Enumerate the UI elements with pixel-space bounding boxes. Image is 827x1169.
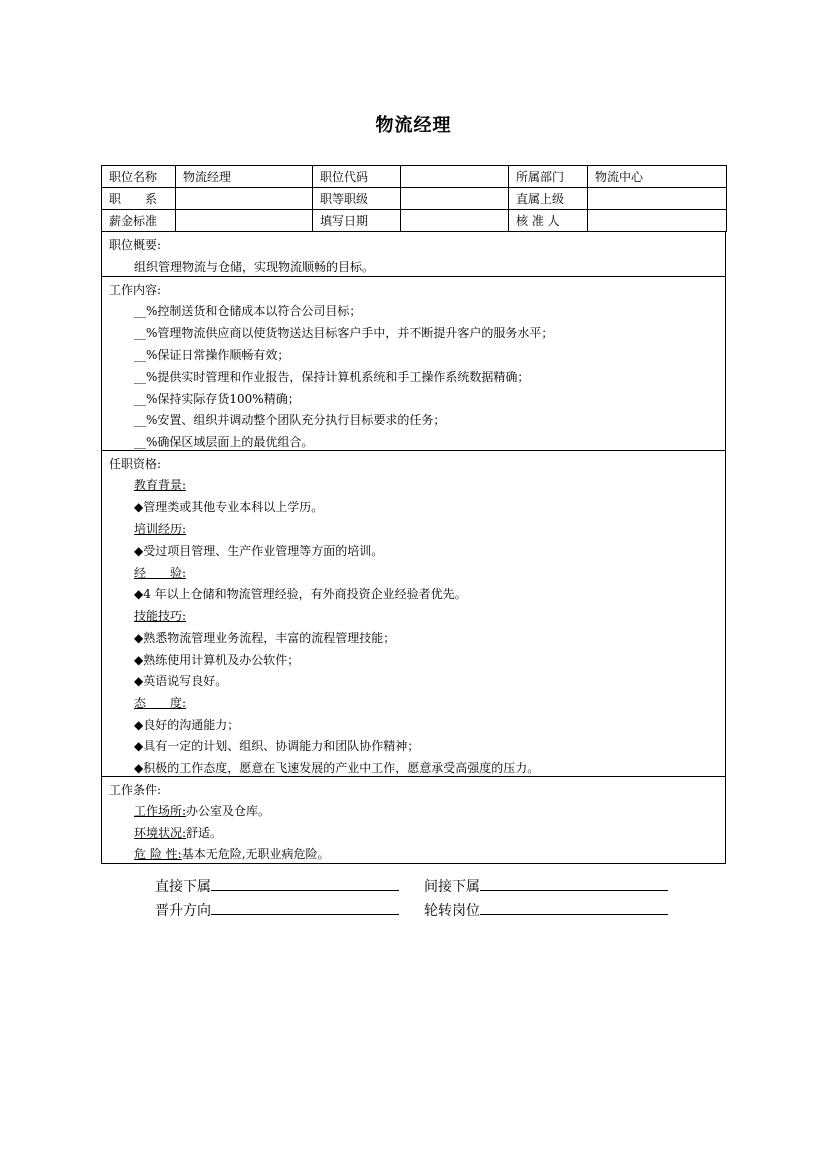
training-text: ◆受过项目管理、生产作业管理等方面的培训。 (134, 544, 384, 558)
duty-item: __%管理物流供应商以使货物送达目标客户手中，并不断提升客户的服务水平； (134, 326, 554, 340)
value-fill-date (401, 210, 509, 232)
value-direct-supervisor (588, 188, 727, 210)
rotation-line (424, 899, 668, 920)
duty-item: __%提供实时管理和作业报告，保持计算机系统和手工操作系统数据精确； (134, 370, 530, 384)
label-department: 所属部门 (509, 166, 588, 188)
conditions-title: 工作条件: (109, 783, 162, 797)
environment-line (134, 824, 222, 841)
skill-item: ◆英语说写良好。 (134, 674, 228, 688)
label-fill-date: 填写日期 (313, 210, 401, 232)
environment-label: 环境状况: (134, 826, 187, 840)
value-position-name: 物流经理 (176, 166, 313, 188)
duty-item: __%保证日常操作顺畅有效； (134, 348, 290, 362)
attitude-item: ◆良好的沟通能力； (134, 718, 240, 732)
indirect-reports-blank (480, 875, 668, 891)
summary-title: 职位概要: (109, 238, 162, 252)
value-position-code (401, 166, 509, 188)
training-label: 培训经历: (134, 522, 187, 536)
summary-text: 组织管理物流与仓储，实现物流顺畅的目标。 (134, 260, 375, 274)
label-grade-level: 职等职级 (313, 188, 401, 210)
value-job-family (176, 188, 313, 210)
qualifications-section (101, 451, 726, 777)
attitude-label: 态 度: (134, 696, 187, 710)
duty-item: __%保持实际存货100%精确； (134, 392, 300, 406)
workplace-value: 办公室及仓库。 (186, 804, 271, 818)
direct-reports-blank (211, 875, 399, 891)
skill-item: ◆熟练使用计算机及办公软件； (134, 653, 300, 667)
value-department: 物流中心 (588, 166, 727, 188)
attitude-item: ◆积极的工作态度，愿意在飞速发展的产业中工作，愿意承受高强度的压力。 (134, 761, 540, 775)
experience-label: 经 验: (134, 566, 187, 580)
duties-section (101, 277, 726, 451)
label-position-name: 职位名称 (102, 166, 176, 188)
experience-text: ◆4 年以上仓储和物流管理经验，有外商投资企业经验者优先。 (134, 587, 467, 601)
skills-label: 技能技巧: (134, 609, 187, 623)
duty-item: __%确保区域层面上的最优组合。 (134, 435, 314, 449)
attitude-item: ◆具有一定的计划、组织、协调能力和团队协作精神； (134, 739, 420, 753)
label-salary-standard: 薪金标准 (102, 210, 176, 232)
table-row (102, 188, 727, 210)
table-row (102, 210, 727, 232)
promotion-blank (211, 899, 399, 915)
value-approver (588, 210, 727, 232)
conditions-section (101, 777, 726, 864)
promotion-line (155, 899, 399, 920)
summary-section (101, 232, 726, 277)
label-job-family: 职 系 (102, 188, 176, 210)
rotation-label: 轮转岗位 (424, 903, 480, 919)
page-title: 物流经理 (375, 115, 452, 136)
indirect-reports-label: 间接下属 (424, 879, 480, 895)
label-position-code: 职位代码 (313, 166, 401, 188)
duty-item: __%控制送货和仓储成本以符合公司目标； (134, 304, 362, 318)
risk-line (134, 845, 330, 862)
duty-item: __%安置、组织并调动整个团队充分执行目标要求的任务； (134, 413, 446, 427)
promotion-label: 晋升方向 (155, 903, 211, 919)
indirect-reports-line (424, 875, 668, 896)
qualifications-title: 任职资格: (109, 457, 162, 471)
table-row (102, 166, 727, 188)
environment-value: 舒适。 (186, 826, 223, 840)
label-direct-supervisor: 直属上级 (509, 188, 588, 210)
workplace-label: 工作场所: (134, 804, 187, 818)
risk-value: 基本无危险,无职业病危险。 (181, 847, 330, 861)
duties-title: 工作内容: (109, 283, 162, 297)
risk-label: 危 险 性: (134, 847, 182, 861)
education-label: 教育背景: (134, 478, 187, 492)
workplace-line (134, 802, 270, 819)
rotation-blank (480, 899, 668, 915)
direct-reports-label: 直接下属 (155, 879, 211, 895)
education-text: ◆管理类或其他专业本科以上学历。 (134, 500, 324, 514)
job-info-table (101, 165, 727, 232)
direct-reports-line (155, 875, 399, 896)
label-approver: 核 准 人 (509, 210, 588, 232)
value-grade-level (401, 188, 509, 210)
skill-item: ◆熟悉物流管理业务流程，丰富的流程管理技能； (134, 631, 396, 645)
value-salary-standard (176, 210, 313, 232)
